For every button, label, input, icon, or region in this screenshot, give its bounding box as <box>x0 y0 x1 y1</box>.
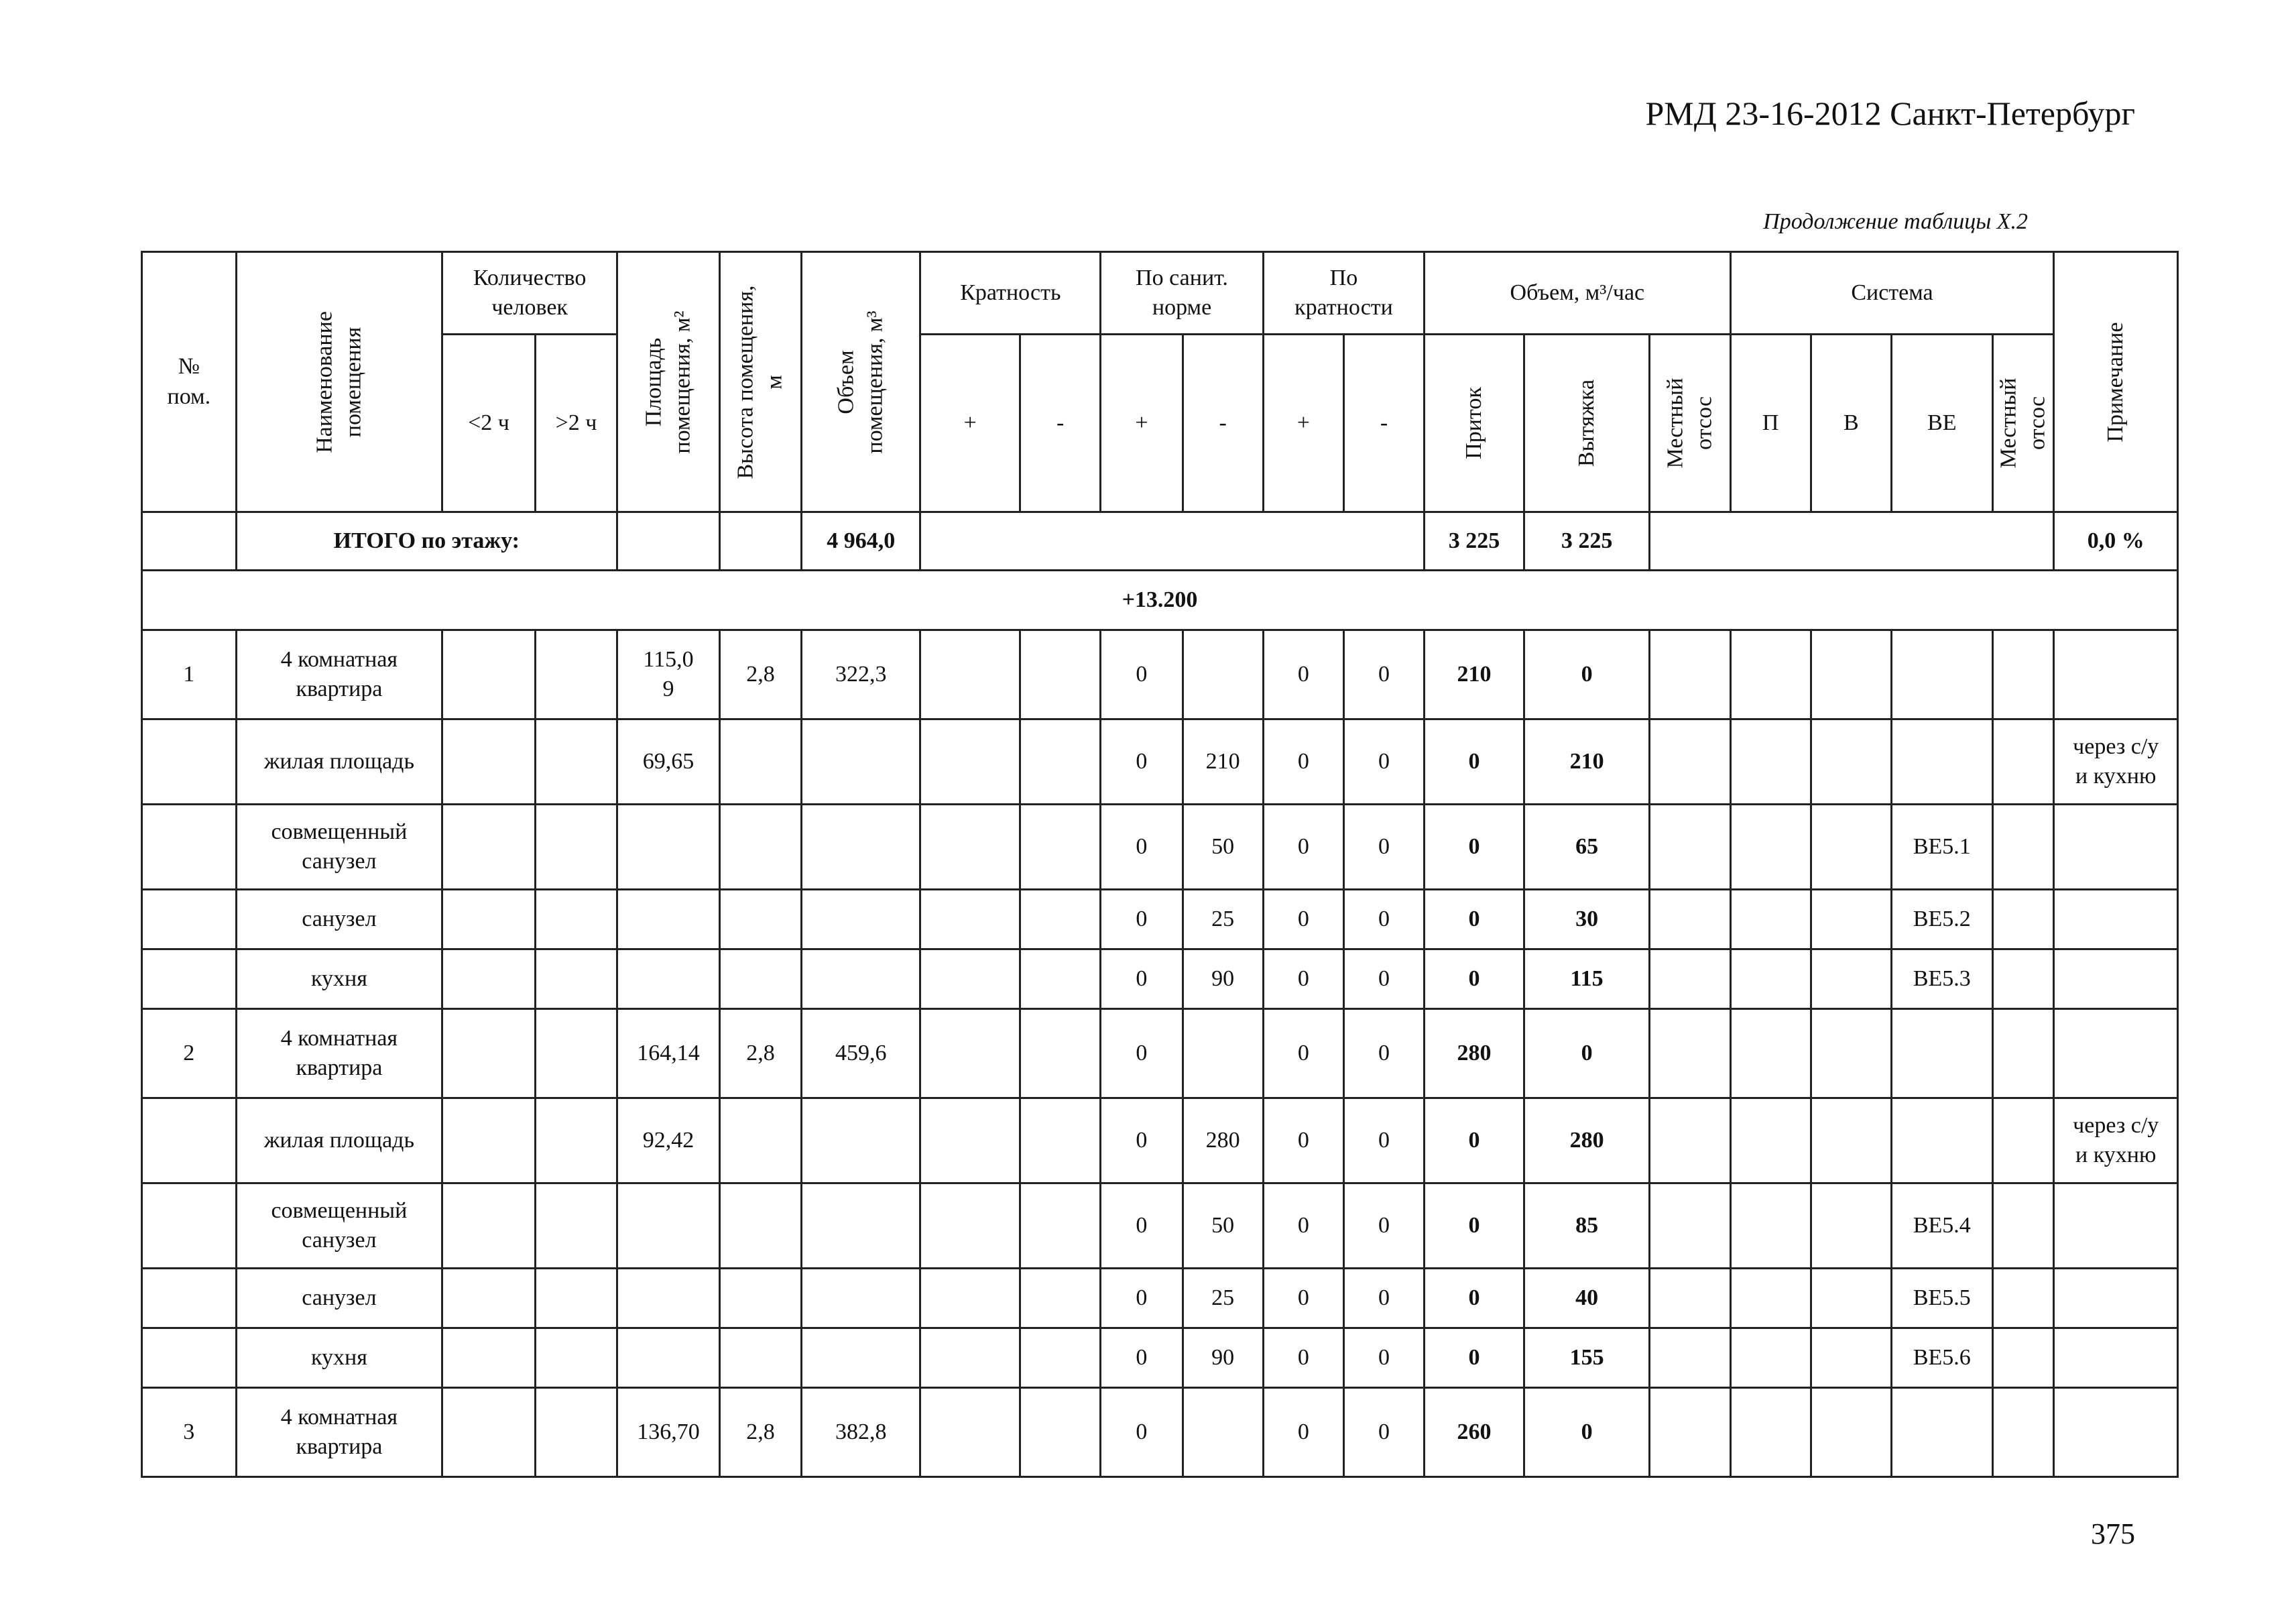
cell-area: 92,42 <box>617 1098 720 1183</box>
cell-people-lt2 <box>442 630 536 719</box>
cell-mult-minus <box>1020 1183 1101 1269</box>
col-note-header: Примечание <box>2054 252 2178 512</box>
cell-name: санузел <box>236 1269 442 1328</box>
cell-mult-minus <box>1020 630 1101 719</box>
cell-mult-minus <box>1020 1098 1101 1183</box>
table-row <box>142 805 2178 890</box>
cell-sys-v <box>1811 1183 1891 1269</box>
cell-volume <box>802 1269 920 1328</box>
cell-sys-local <box>1992 890 2054 949</box>
table-row <box>142 1269 2178 1328</box>
cell-local-exhaust <box>1650 630 1730 719</box>
cell-people-lt2 <box>442 1269 536 1328</box>
cell-volume <box>802 890 920 949</box>
cell-mult-plus <box>920 1183 1020 1269</box>
total-note: 0,0 % <box>2054 512 2178 571</box>
cell-exhaust: 0 <box>1524 1388 1649 1477</box>
cell-san-plus: 0 <box>1101 630 1183 719</box>
cell-mult-plus <box>920 890 1020 949</box>
cell-people-lt2 <box>442 805 536 890</box>
cell-volume: 322,3 <box>802 630 920 719</box>
cell-bymult-minus: 0 <box>1343 890 1424 949</box>
cell-note <box>2054 1183 2178 1269</box>
section-level: +13.200 <box>142 571 2178 630</box>
table-row <box>142 949 2178 1009</box>
cell-sys-local <box>1992 805 2054 890</box>
cell-area: 69,65 <box>617 719 720 805</box>
cell-people-gt2 <box>535 805 617 890</box>
cell-sys-p <box>1730 805 1811 890</box>
cell-local-exhaust <box>1650 1098 1730 1183</box>
col-multiplicity-header: Кратность <box>920 252 1101 335</box>
col-flow-header: Объем, м³/час <box>1425 252 1730 335</box>
table-row <box>142 1183 2178 1269</box>
cell-people-lt2 <box>442 890 536 949</box>
cell-sys-v <box>1811 1269 1891 1328</box>
cell-note: через с/у и кухню <box>2054 1098 2178 1183</box>
cell-name: кухня <box>236 949 442 1009</box>
cell-sys-local <box>1992 630 2054 719</box>
cell-sys-v <box>1811 949 1891 1009</box>
cell-bymult-minus: 0 <box>1343 630 1424 719</box>
cell-sys-ve: ВЕ5.4 <box>1891 1183 1992 1269</box>
cell-mult-plus <box>920 630 1020 719</box>
cell-num: 3 <box>142 1388 237 1477</box>
cell-people-gt2 <box>535 630 617 719</box>
col-bymult-plus: + <box>1263 335 1343 512</box>
cell-name: 4 комнатная квартира <box>236 1009 442 1098</box>
cell-bymult-minus: 0 <box>1343 1183 1424 1269</box>
cell-people-gt2 <box>535 1098 617 1183</box>
col-people-header: Количество человек <box>442 252 617 335</box>
cell-mult-plus <box>920 1009 1020 1098</box>
cell-exhaust: 85 <box>1524 1183 1649 1269</box>
cell-sys-v <box>1811 890 1891 949</box>
cell-san-minus: 25 <box>1183 890 1263 949</box>
cell-sys-p <box>1730 1388 1811 1477</box>
cell-people-lt2 <box>442 719 536 805</box>
cell-bymult-plus: 0 <box>1263 719 1343 805</box>
table-row <box>142 1098 2178 1183</box>
table-row <box>142 630 2178 719</box>
col-mult-plus: + <box>920 335 1020 512</box>
cell-mult-plus <box>920 805 1020 890</box>
cell-local-exhaust <box>1650 1009 1730 1098</box>
cell-mult-plus <box>920 1269 1020 1328</box>
cell-volume <box>802 1328 920 1388</box>
cell-sys-local <box>1992 1388 2054 1477</box>
col-san-minus: - <box>1183 335 1263 512</box>
cell-supply: 210 <box>1425 630 1524 719</box>
cell-mult-minus <box>1020 1328 1101 1388</box>
cell-height <box>719 719 801 805</box>
col-sys-local: Местный отсос <box>1992 335 2054 512</box>
cell-sys-local <box>1992 1183 2054 1269</box>
cell-local-exhaust <box>1650 890 1730 949</box>
cell-volume <box>802 949 920 1009</box>
col-local-exhaust: Местный отсос <box>1650 335 1730 512</box>
cell-sys-v <box>1811 719 1891 805</box>
cell-name: санузел <box>236 890 442 949</box>
cell-bymult-plus: 0 <box>1263 1183 1343 1269</box>
cell-area: 136,70 <box>617 1388 720 1477</box>
cell-san-plus: 0 <box>1101 719 1183 805</box>
cell-sys-local <box>1992 1269 2054 1328</box>
cell-mult-minus <box>1020 805 1101 890</box>
cell-bymult-minus: 0 <box>1343 1269 1424 1328</box>
cell-supply: 260 <box>1425 1388 1524 1477</box>
cell-san-plus: 0 <box>1101 949 1183 1009</box>
cell-sys-ve <box>1891 1098 1992 1183</box>
cell-volume: 382,8 <box>802 1388 920 1477</box>
page-number: 375 <box>2091 1517 2135 1550</box>
cell-san-plus: 0 <box>1101 805 1183 890</box>
cell-sys-p <box>1730 630 1811 719</box>
col-san-norm-header: По санит. норме <box>1101 252 1263 335</box>
cell-sys-local <box>1992 1009 2054 1098</box>
cell-local-exhaust <box>1650 1388 1730 1477</box>
cell-note <box>2054 890 2178 949</box>
cell-sys-p <box>1730 890 1811 949</box>
col-san-plus: + <box>1101 335 1183 512</box>
cell-sys-v <box>1811 1388 1891 1477</box>
cell-sys-ve <box>1891 1009 1992 1098</box>
col-people-lt2: <2 ч <box>442 335 536 512</box>
cell-height <box>719 1328 801 1388</box>
col-area-header: Площадь помещения, м² <box>617 252 720 512</box>
cell-sys-ve: ВЕ5.6 <box>1891 1328 1992 1388</box>
cell-san-plus: 0 <box>1101 1009 1183 1098</box>
cell-people-gt2 <box>535 1269 617 1328</box>
total-row <box>142 512 2178 571</box>
cell-sys-p <box>1730 1183 1811 1269</box>
cell-exhaust: 0 <box>1524 630 1649 719</box>
cell-san-minus: 90 <box>1183 949 1263 1009</box>
cell-people-lt2 <box>442 1009 536 1098</box>
cell-local-exhaust <box>1650 805 1730 890</box>
cell-mult-minus <box>1020 1388 1101 1477</box>
col-exhaust: Вытяжка <box>1524 335 1649 512</box>
cell-num <box>142 805 237 890</box>
cell-san-minus <box>1183 1388 1263 1477</box>
cell-sys-ve: ВЕ5.2 <box>1891 890 1992 949</box>
cell-exhaust: 40 <box>1524 1269 1649 1328</box>
cell-sys-v <box>1811 630 1891 719</box>
cell-exhaust: 0 <box>1524 1009 1649 1098</box>
table-body <box>142 630 2178 1477</box>
cell-height: 2,8 <box>719 1388 801 1477</box>
cell-exhaust: 30 <box>1524 890 1649 949</box>
table-row <box>142 719 2178 805</box>
cell-sys-p <box>1730 1098 1811 1183</box>
cell-mult-plus <box>920 719 1020 805</box>
cell-mult-minus <box>1020 1009 1101 1098</box>
cell-people-gt2 <box>535 949 617 1009</box>
cell-bymult-plus: 0 <box>1263 949 1343 1009</box>
cell-bymult-plus: 0 <box>1263 1328 1343 1388</box>
cell-name: жилая площадь <box>236 719 442 805</box>
cell-sys-local <box>1992 1328 2054 1388</box>
cell-local-exhaust <box>1650 1328 1730 1388</box>
cell-volume: 459,6 <box>802 1009 920 1098</box>
cell-name: совмещенный санузел <box>236 805 442 890</box>
cell-name: 4 комнатная квартира <box>236 1388 442 1477</box>
cell-volume <box>802 1098 920 1183</box>
cell-san-minus: 280 <box>1183 1098 1263 1183</box>
cell-san-minus <box>1183 630 1263 719</box>
col-by-mult-header: По кратности <box>1263 252 1424 335</box>
cell-volume <box>802 805 920 890</box>
cell-mult-minus <box>1020 719 1101 805</box>
cell-mult-plus <box>920 1098 1020 1183</box>
cell-note <box>2054 1388 2178 1477</box>
total-volume: 4 964,0 <box>802 512 920 571</box>
cell-sys-v <box>1811 1328 1891 1388</box>
cell-san-plus: 0 <box>1101 1328 1183 1388</box>
cell-num: 2 <box>142 1009 237 1098</box>
cell-local-exhaust <box>1650 949 1730 1009</box>
cell-area: 164,14 <box>617 1009 720 1098</box>
cell-sys-ve <box>1891 630 1992 719</box>
cell-san-plus: 0 <box>1101 890 1183 949</box>
cell-people-gt2 <box>535 719 617 805</box>
cell-num <box>142 1328 237 1388</box>
cell-num <box>142 1183 237 1269</box>
cell-sys-p <box>1730 1009 1811 1098</box>
cell-mult-plus <box>920 1388 1020 1477</box>
cell-mult-minus <box>1020 949 1101 1009</box>
cell-local-exhaust <box>1650 719 1730 805</box>
cell-note <box>2054 805 2178 890</box>
cell-bymult-minus: 0 <box>1343 949 1424 1009</box>
cell-people-gt2 <box>535 1009 617 1098</box>
table-row <box>142 1009 2178 1098</box>
cell-name: совмещенный санузел <box>236 1183 442 1269</box>
cell-sys-local <box>1992 719 2054 805</box>
cell-supply: 0 <box>1425 1328 1524 1388</box>
cell-sys-ve <box>1891 1388 1992 1477</box>
col-system-header: Система <box>1730 252 2054 335</box>
table-caption: Продолжение таблицы Х.2 <box>1763 209 2028 234</box>
cell-san-minus: 50 <box>1183 805 1263 890</box>
total-label: ИТОГО по этажу: <box>236 512 617 571</box>
table-row <box>142 1388 2178 1477</box>
col-supply: Приток <box>1425 335 1524 512</box>
cell-exhaust: 210 <box>1524 719 1649 805</box>
cell-sys-ve <box>1891 719 1992 805</box>
cell-mult-plus <box>920 1328 1020 1388</box>
cell-area <box>617 805 720 890</box>
cell-exhaust: 65 <box>1524 805 1649 890</box>
cell-note: через с/у и кухню <box>2054 719 2178 805</box>
cell-num <box>142 719 237 805</box>
cell-note <box>2054 630 2178 719</box>
cell-height <box>719 949 801 1009</box>
cell-people-lt2 <box>442 1328 536 1388</box>
cell-people-lt2 <box>442 1183 536 1269</box>
cell-sys-v <box>1811 1098 1891 1183</box>
table-row <box>142 890 2178 949</box>
cell-mult-plus <box>920 949 1020 1009</box>
cell-supply: 0 <box>1425 949 1524 1009</box>
cell-bymult-plus: 0 <box>1263 1269 1343 1328</box>
cell-sys-p <box>1730 719 1811 805</box>
cell-supply: 0 <box>1425 719 1524 805</box>
cell-sys-ve: ВЕ5.3 <box>1891 949 1992 1009</box>
cell-san-minus: 50 <box>1183 1183 1263 1269</box>
col-sys-ve: ВЕ <box>1891 335 1992 512</box>
col-sys-p: П <box>1730 335 1811 512</box>
cell-bymult-minus: 0 <box>1343 1009 1424 1098</box>
cell-bymult-minus: 0 <box>1343 1388 1424 1477</box>
cell-bymult-plus: 0 <box>1263 1098 1343 1183</box>
cell-note <box>2054 1269 2178 1328</box>
cell-people-lt2 <box>442 1098 536 1183</box>
cell-san-minus <box>1183 1009 1263 1098</box>
cell-local-exhaust <box>1650 1269 1730 1328</box>
cell-people-gt2 <box>535 890 617 949</box>
cell-num: 1 <box>142 630 237 719</box>
cell-area: 115,0 9 <box>617 630 720 719</box>
col-mult-minus: - <box>1020 335 1101 512</box>
cell-san-plus: 0 <box>1101 1098 1183 1183</box>
cell-bymult-plus: 0 <box>1263 1009 1343 1098</box>
cell-sys-ve: ВЕ5.5 <box>1891 1269 1992 1328</box>
cell-bymult-minus: 0 <box>1343 1098 1424 1183</box>
cell-sys-local <box>1992 949 2054 1009</box>
cell-note <box>2054 1328 2178 1388</box>
cell-mult-minus <box>1020 890 1101 949</box>
cell-supply: 0 <box>1425 1183 1524 1269</box>
cell-exhaust: 155 <box>1524 1328 1649 1388</box>
cell-san-plus: 0 <box>1101 1388 1183 1477</box>
cell-bymult-plus: 0 <box>1263 805 1343 890</box>
cell-san-plus: 0 <box>1101 1269 1183 1328</box>
cell-note <box>2054 1009 2178 1098</box>
cell-sys-v <box>1811 805 1891 890</box>
cell-height <box>719 1098 801 1183</box>
cell-supply: 0 <box>1425 890 1524 949</box>
ventilation-table <box>141 251 2179 1478</box>
col-name-header: Наименование помещения <box>236 252 442 512</box>
cell-note <box>2054 949 2178 1009</box>
table-row <box>142 1328 2178 1388</box>
cell-name: жилая площадь <box>236 1098 442 1183</box>
cell-height <box>719 890 801 949</box>
cell-local-exhaust <box>1650 1183 1730 1269</box>
cell-people-lt2 <box>442 1388 536 1477</box>
cell-people-gt2 <box>535 1183 617 1269</box>
cell-sys-local <box>1992 1098 2054 1183</box>
cell-san-minus: 25 <box>1183 1269 1263 1328</box>
cell-people-gt2 <box>535 1328 617 1388</box>
cell-num <box>142 949 237 1009</box>
cell-exhaust: 115 <box>1524 949 1649 1009</box>
cell-bymult-minus: 0 <box>1343 805 1424 890</box>
cell-bymult-plus: 0 <box>1263 630 1343 719</box>
cell-bymult-minus: 0 <box>1343 719 1424 805</box>
cell-bymult-minus: 0 <box>1343 1328 1424 1388</box>
cell-sys-v <box>1811 1009 1891 1098</box>
col-people-gt2: >2 ч <box>535 335 617 512</box>
cell-people-gt2 <box>535 1388 617 1477</box>
cell-supply: 0 <box>1425 805 1524 890</box>
cell-san-minus: 90 <box>1183 1328 1263 1388</box>
cell-supply: 280 <box>1425 1009 1524 1098</box>
cell-area <box>617 1328 720 1388</box>
cell-volume <box>802 1183 920 1269</box>
cell-exhaust: 280 <box>1524 1098 1649 1183</box>
cell-bymult-plus: 0 <box>1263 890 1343 949</box>
total-exhaust: 3 225 <box>1524 512 1649 571</box>
cell-supply: 0 <box>1425 1269 1524 1328</box>
cell-height <box>719 805 801 890</box>
cell-san-minus: 210 <box>1183 719 1263 805</box>
cell-sys-p <box>1730 949 1811 1009</box>
cell-area <box>617 890 720 949</box>
cell-people-lt2 <box>442 949 536 1009</box>
cell-sys-ve: ВЕ5.1 <box>1891 805 1992 890</box>
col-sys-v: В <box>1811 335 1891 512</box>
cell-name: кухня <box>236 1328 442 1388</box>
cell-area <box>617 1183 720 1269</box>
cell-num <box>142 1098 237 1183</box>
cell-area <box>617 1269 720 1328</box>
cell-num <box>142 890 237 949</box>
cell-area <box>617 949 720 1009</box>
cell-height <box>719 1269 801 1328</box>
cell-height: 2,8 <box>719 630 801 719</box>
header-row-2 <box>142 335 2178 512</box>
cell-name: 4 комнатная квартира <box>236 630 442 719</box>
col-volume-header: Объем помещения, м³ <box>802 252 920 512</box>
col-bymult-minus: - <box>1343 335 1424 512</box>
document-header: РМД 23-16-2012 Санкт-Петербург <box>1645 95 2135 132</box>
cell-sys-p <box>1730 1269 1811 1328</box>
header-row-1 <box>142 252 2178 335</box>
cell-height: 2,8 <box>719 1009 801 1098</box>
cell-sys-p <box>1730 1328 1811 1388</box>
col-height-header: Высота помещения, м <box>719 252 801 512</box>
section-row <box>142 571 2178 630</box>
total-supply: 3 225 <box>1425 512 1524 571</box>
cell-san-plus: 0 <box>1101 1183 1183 1269</box>
cell-volume <box>802 719 920 805</box>
cell-supply: 0 <box>1425 1098 1524 1183</box>
cell-bymult-plus: 0 <box>1263 1388 1343 1477</box>
cell-num <box>142 1269 237 1328</box>
cell-mult-minus <box>1020 1269 1101 1328</box>
col-num-header: № пом. <box>142 252 237 512</box>
cell-height <box>719 1183 801 1269</box>
